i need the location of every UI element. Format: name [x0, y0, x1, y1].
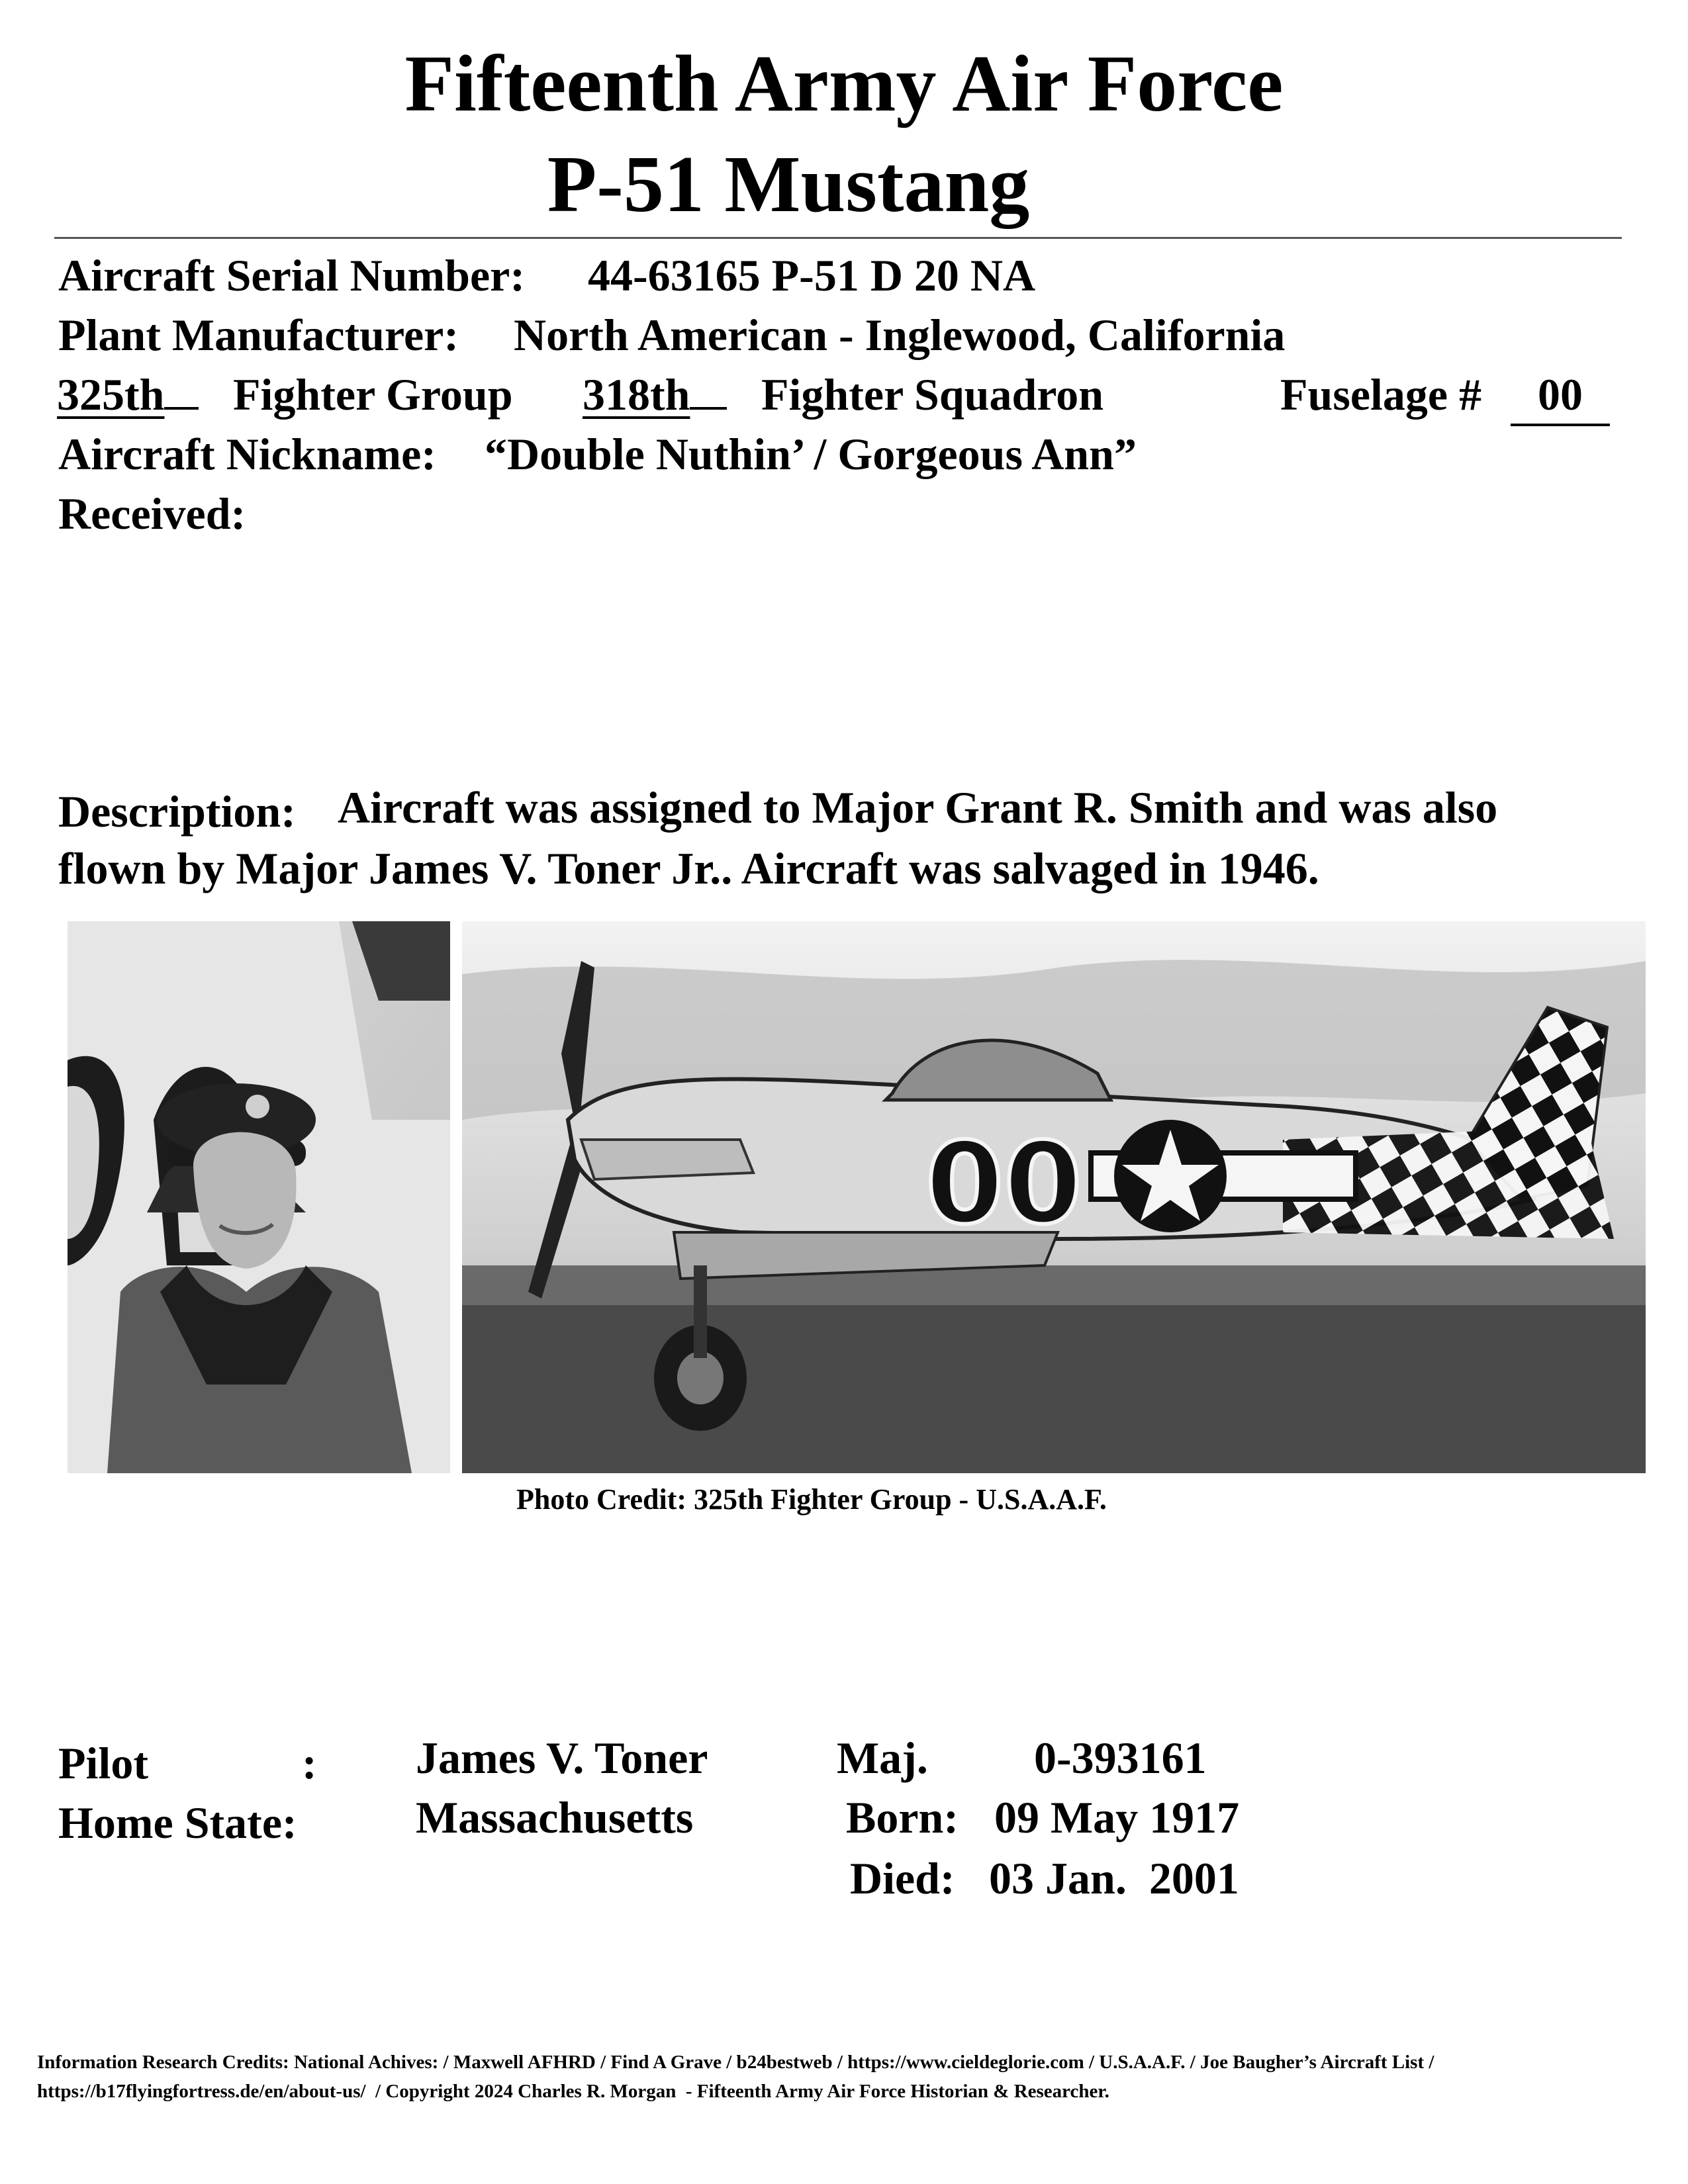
- pilot-service-number: 0-393161: [1034, 1733, 1207, 1783]
- description-line1: Aircraft was assigned to Major Grant R. Smith and was also: [338, 782, 1498, 833]
- pilot-rank: Maj.: [837, 1733, 928, 1783]
- born-value: 09 May 1917: [994, 1792, 1240, 1843]
- aircraft-photo-image: [462, 921, 1646, 1473]
- pilot-name: James V. Toner: [416, 1733, 708, 1783]
- pilot-photo-image: [68, 921, 450, 1473]
- squadron-value: 318th: [583, 369, 690, 420]
- fuselage-value: 00: [1511, 372, 1610, 426]
- pilot-colon: :: [302, 1738, 317, 1788]
- home-state-value: Massachusetts: [416, 1792, 694, 1843]
- born-label: Born:: [846, 1792, 959, 1843]
- squadron-underline: [690, 400, 727, 410]
- manufacturer-label: Plant Manufacturer:: [58, 310, 459, 360]
- serial-value: 44-63165 P-51 D 20 NA: [588, 250, 1036, 300]
- photo-credit: Photo Credit: 325th Fighter Group - U.S.A.A.F.: [516, 1483, 1107, 1516]
- header-divider: [54, 237, 1622, 239]
- nickname-value: “Double Nuthin’ / Gorgeous Ann”: [485, 429, 1137, 479]
- group-field: [57, 369, 199, 420]
- description-line2: flown by Major James V. Toner Jr.. Aircraft was salvaged in 1946.: [58, 843, 1319, 893]
- group-label: Fighter Group: [233, 369, 513, 420]
- manufacturer-value: North American - Inglewood, California: [514, 310, 1286, 360]
- squadron-field: [583, 369, 727, 420]
- aircraft-photo: [462, 921, 1646, 1473]
- pilot-label: Pilot: [58, 1738, 148, 1788]
- home-state-label: Home State:: [58, 1797, 297, 1848]
- footer-credits-line2: https://b17flyingfortress.de/en/about-us/ / Copyright 2024 Charles R. Morgan - Fifteenth Army Air Force Historian & Researcher.: [37, 2081, 1109, 2102]
- died-label: Died:: [850, 1853, 955, 1903]
- page-subtitle: P-51 Mustang: [547, 140, 1030, 229]
- group-value: 325th: [57, 369, 165, 420]
- squadron-label: Fighter Squadron: [761, 369, 1104, 420]
- page-title: Fifteenth Army Air Force: [404, 39, 1284, 128]
- nickname-label: Aircraft Nickname:: [58, 429, 436, 479]
- died-value: 03 Jan. 2001: [989, 1853, 1239, 1903]
- footer-credits-line1: Information Research Credits: National Achives: / Maxwell AFHRD / Find A Grave / b24bestweb / https://www.cieldeglorie.com / U.S.A.A.F. / Joe Baugher’s Aircraft List /: [37, 2052, 1434, 2073]
- group-underline: [164, 400, 199, 410]
- aircraft-fuselage-marking: 00: [925, 1118, 1082, 1250]
- received-label: Received:: [58, 488, 246, 539]
- pilot-photo: [68, 921, 450, 1473]
- fuselage-label: Fuselage #: [1280, 369, 1482, 420]
- description-label: Description:: [58, 786, 296, 837]
- serial-label: Aircraft Serial Number:: [58, 250, 525, 300]
